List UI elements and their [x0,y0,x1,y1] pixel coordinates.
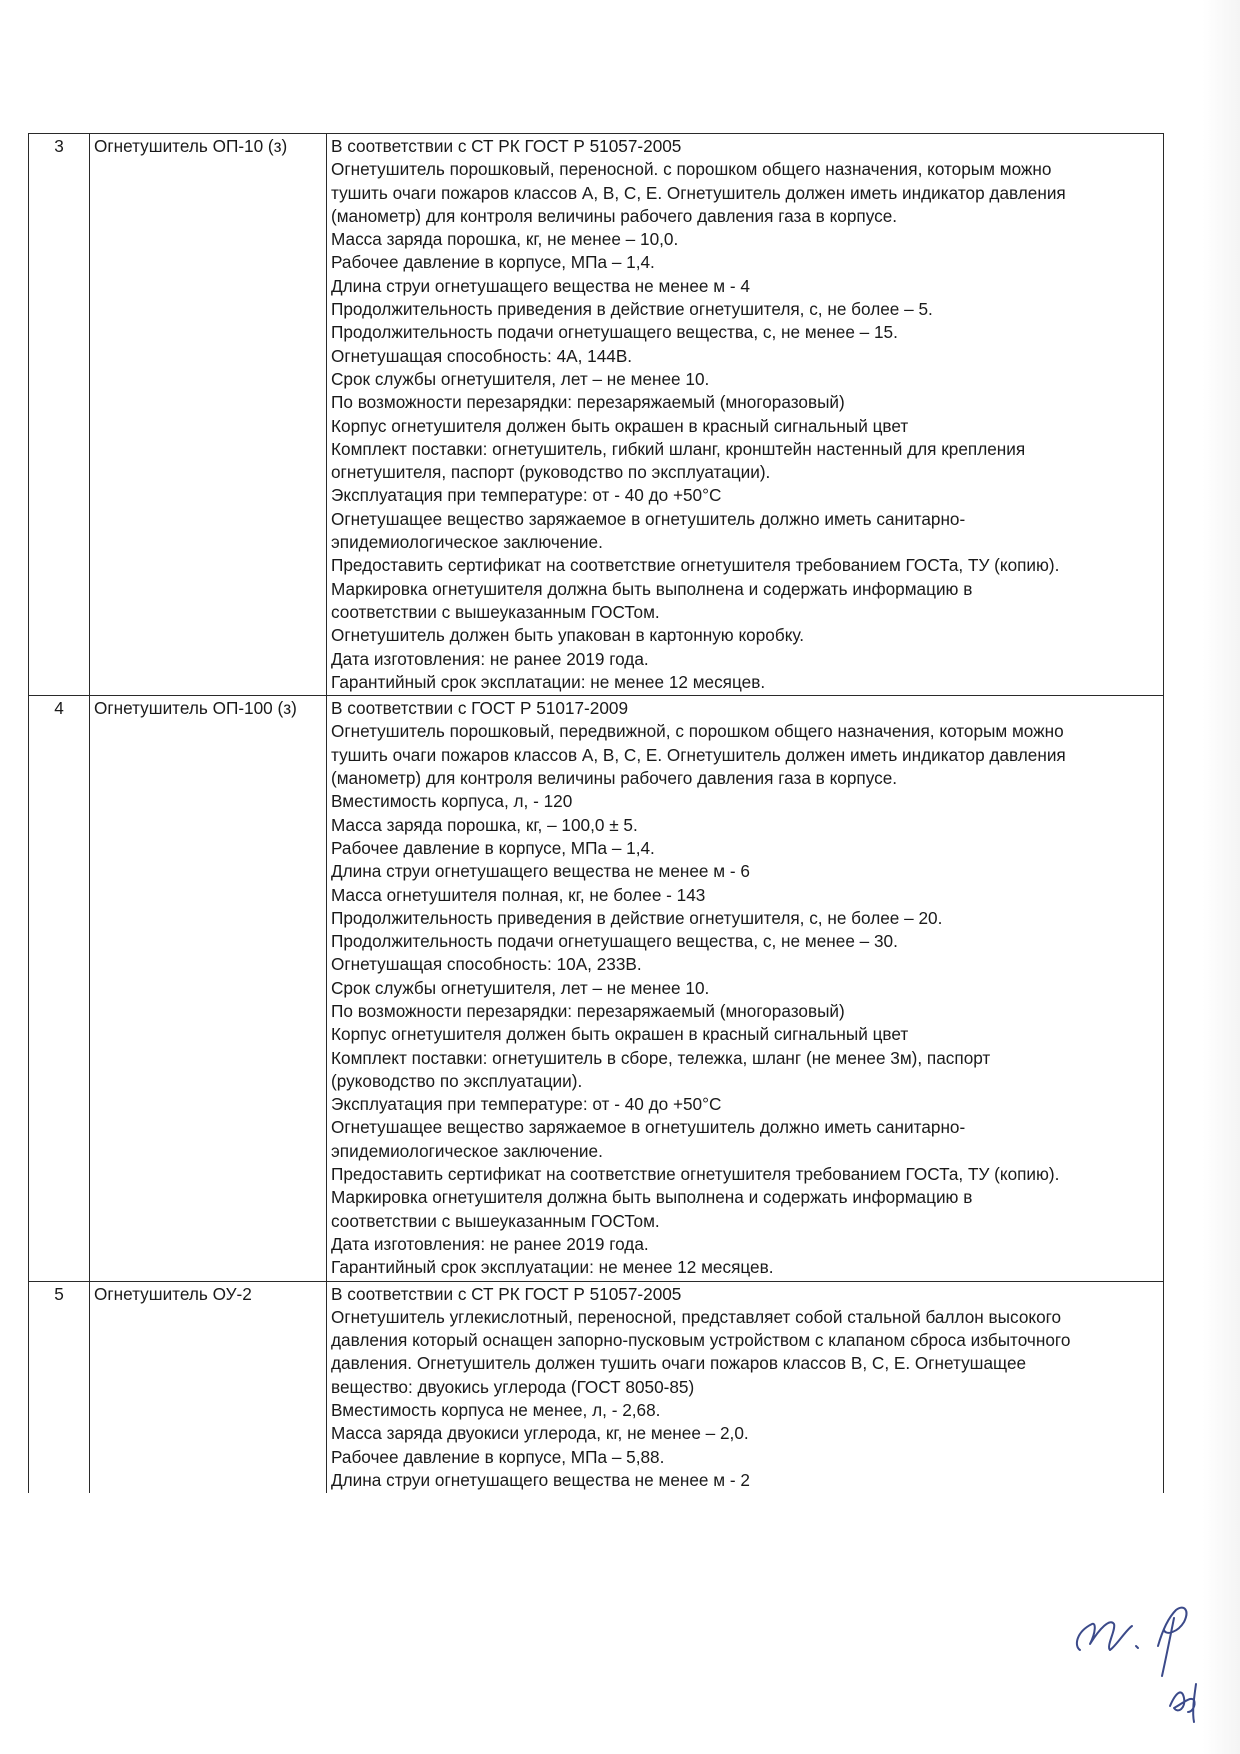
specification-table [28,133,1164,1493]
description-line: тушить очаги пожаров классов А, В, С, Е. Огнетушитель должен иметь индикатор давления [331,744,1066,765]
description-line: Маркировка огнетушителя должна быть выполнена и содержать информацию в [331,1187,973,1208]
description-line: Длина струи огнетушащего вещества не менее м - 6 [331,861,750,882]
description-line: Огнетушащая способность: 4А, 144В. [331,345,633,366]
description-line: В соответствии с ГОСТ Р 51017-2009 [331,698,629,719]
description-line: Гарантийный срок эксплуатации: не менее 12 месяцев. [331,1257,774,1278]
row-number: 3 [29,134,90,696]
description-line: эпидемиологическое заключение. [331,532,603,553]
item-description [327,134,1164,696]
description-line: Предоставить сертификат на соответствие огнетушителя требованием ГОСТа, ТУ (копию). [331,1164,1060,1185]
description-line: тушить очаги пожаров классов А, В, С, Е. Огнетушитель должен иметь индикатор давления [331,182,1066,203]
signature-strokes [1077,1608,1196,1722]
description-line: Эксплуатация при температуре: от - 40 до +50°С [331,485,722,506]
description-line: Огнетушащая способность: 10А, 233В. [331,954,642,975]
row-number: 4 [29,696,90,1281]
description-line: Рабочее давление в корпусе, МПа – 1,4. [331,252,655,273]
description-line: Огнетушащее вещество заряжаемое в огнетушитель должно иметь санитарно- [331,508,966,529]
table-row [29,134,1164,696]
row-number: 5 [29,1281,90,1493]
description-line: Продолжительность подачи огнетушащего вещества, с, не менее – 15. [331,322,898,343]
description-line: давления который оснащен запорно-пусковым устройством с клапаном сброса избыточного [331,1330,1071,1351]
description-line: Длина струи огнетушащего вещества не менее м - 4 [331,275,750,296]
description-line: Предоставить сертификат на соответствие огнетушителя требованием ГОСТа, ТУ (копию). [331,555,1060,576]
description-line: Дата изготовления: не ранее 2019 года. [331,1233,649,1254]
description-line: По возможности перезарядки: перезаряжаемый (многоразовый) [331,1000,845,1021]
description-line: Маркировка огнетушителя должна быть выполнена и содержать информацию в [331,578,973,599]
description-line: Рабочее давление в корпусе, МПа – 5,88. [331,1446,665,1467]
description-line: Продолжительность приведения в действие огнетушителя, с, не более – 5. [331,299,933,320]
description-line: Огнетушитель порошковый, переносной. с порошком общего назначения, которым можно [331,159,1052,180]
description-line: Дата изготовления: не ранее 2019 года. [331,648,649,669]
description-line: Длина струи огнетушащего вещества не менее м - 2 [331,1469,750,1490]
description-line: Срок службы огнетушителя, лет – не менее 10. [331,977,710,998]
description-line: (руководство по эксплуатации). [331,1070,583,1091]
description-line: Огнетушитель порошковый, передвижной, с порошком общего назначения, которым можно [331,721,1064,742]
table-row [29,696,1164,1281]
handwritten-signature [1066,1588,1216,1738]
description-line: Масса заряда порошка, кг, не менее – 10,0. [331,229,679,250]
description-line: Огнетушитель углекислотный, переносной, представляет собой стальной баллон высокого [331,1306,1062,1327]
description-line: вещество: двуокись углерода (ГОСТ 8050-85) [331,1376,695,1397]
item-name: Огнетушитель ОП-10 (з) [90,134,327,696]
description-line: В соответствии с СТ РК ГОСТ Р 51057-2005 [331,1283,682,1304]
item-description [327,696,1164,1281]
description-line: Корпус огнетушителя должен быть окрашен в красный сигнальный цвет [331,1024,909,1045]
description-line: Комплект поставки: огнетушитель в сборе, тележка, шланг (не менее 3м), паспорт [331,1047,991,1068]
description-line: Огнетушащее вещество заряжаемое в огнетушитель должно иметь санитарно- [331,1117,966,1138]
description-line: Комплект поставки: огнетушитель, гибкий шланг, кронштейн настенный для крепления [331,438,1026,459]
description-line: огнетушителя, паспорт (руководство по эксплуатации). [331,462,771,483]
description-line: Вместимость корпуса, л, - 120 [331,791,573,812]
description-line: Эксплуатация при температуре: от - 40 до +50°С [331,1094,722,1115]
description-line: Гарантийный срок эксплатации: не менее 12 месяцев. [331,671,766,692]
table-row [29,1281,1164,1493]
description-line: Срок службы огнетушителя, лет – не менее 10. [331,368,710,389]
description-line: Рабочее давление в корпусе, МПа – 1,4. [331,837,655,858]
description-line: Масса огнетушителя полная, кг, не более - 143 [331,884,706,905]
description-line: Продолжительность подачи огнетушащего вещества, с, не менее – 30. [331,931,898,952]
item-name: Огнетушитель ОП-100 (з) [90,696,327,1281]
description-line: (манометр) для контроля величины рабочего давления газа в корпусе. [331,768,898,789]
description-line: В соответствии с СТ РК ГОСТ Р 51057-2005 [331,136,682,156]
description-line: (манометр) для контроля величины рабочего давления газа в корпусе. [331,205,898,226]
description-line: соответствии с вышеуказанным ГОСТом. [331,601,660,622]
description-line: Огнетушитель должен быть упакован в картонную коробку. [331,625,805,646]
description-line: Продолжительность приведения в действие огнетушителя, с, не более – 20. [331,907,943,928]
description-line: Корпус огнетушителя должен быть окрашен в красный сигнальный цвет [331,415,909,436]
description-line: По возможности перезарядки: перезаряжаемый (многоразовый) [331,392,845,413]
item-name: Огнетушитель ОУ-2 [90,1281,327,1493]
description-line: Масса заряда порошка, кг, – 100,0 ± 5. [331,814,638,835]
description-line: Масса заряда двуокиси углерода, кг, не менее – 2,0. [331,1423,749,1444]
description-line: соответствии с вышеуказанным ГОСТом. [331,1210,660,1231]
description-line: Вместимость корпуса не менее, л, - 2,68. [331,1400,661,1421]
item-description [327,1281,1164,1493]
description-line: эпидемиологическое заключение. [331,1140,603,1161]
description-line: давления. Огнетушитель должен тушить очаги пожаров классов В, С, Е. Огнетушащее [331,1353,1027,1374]
